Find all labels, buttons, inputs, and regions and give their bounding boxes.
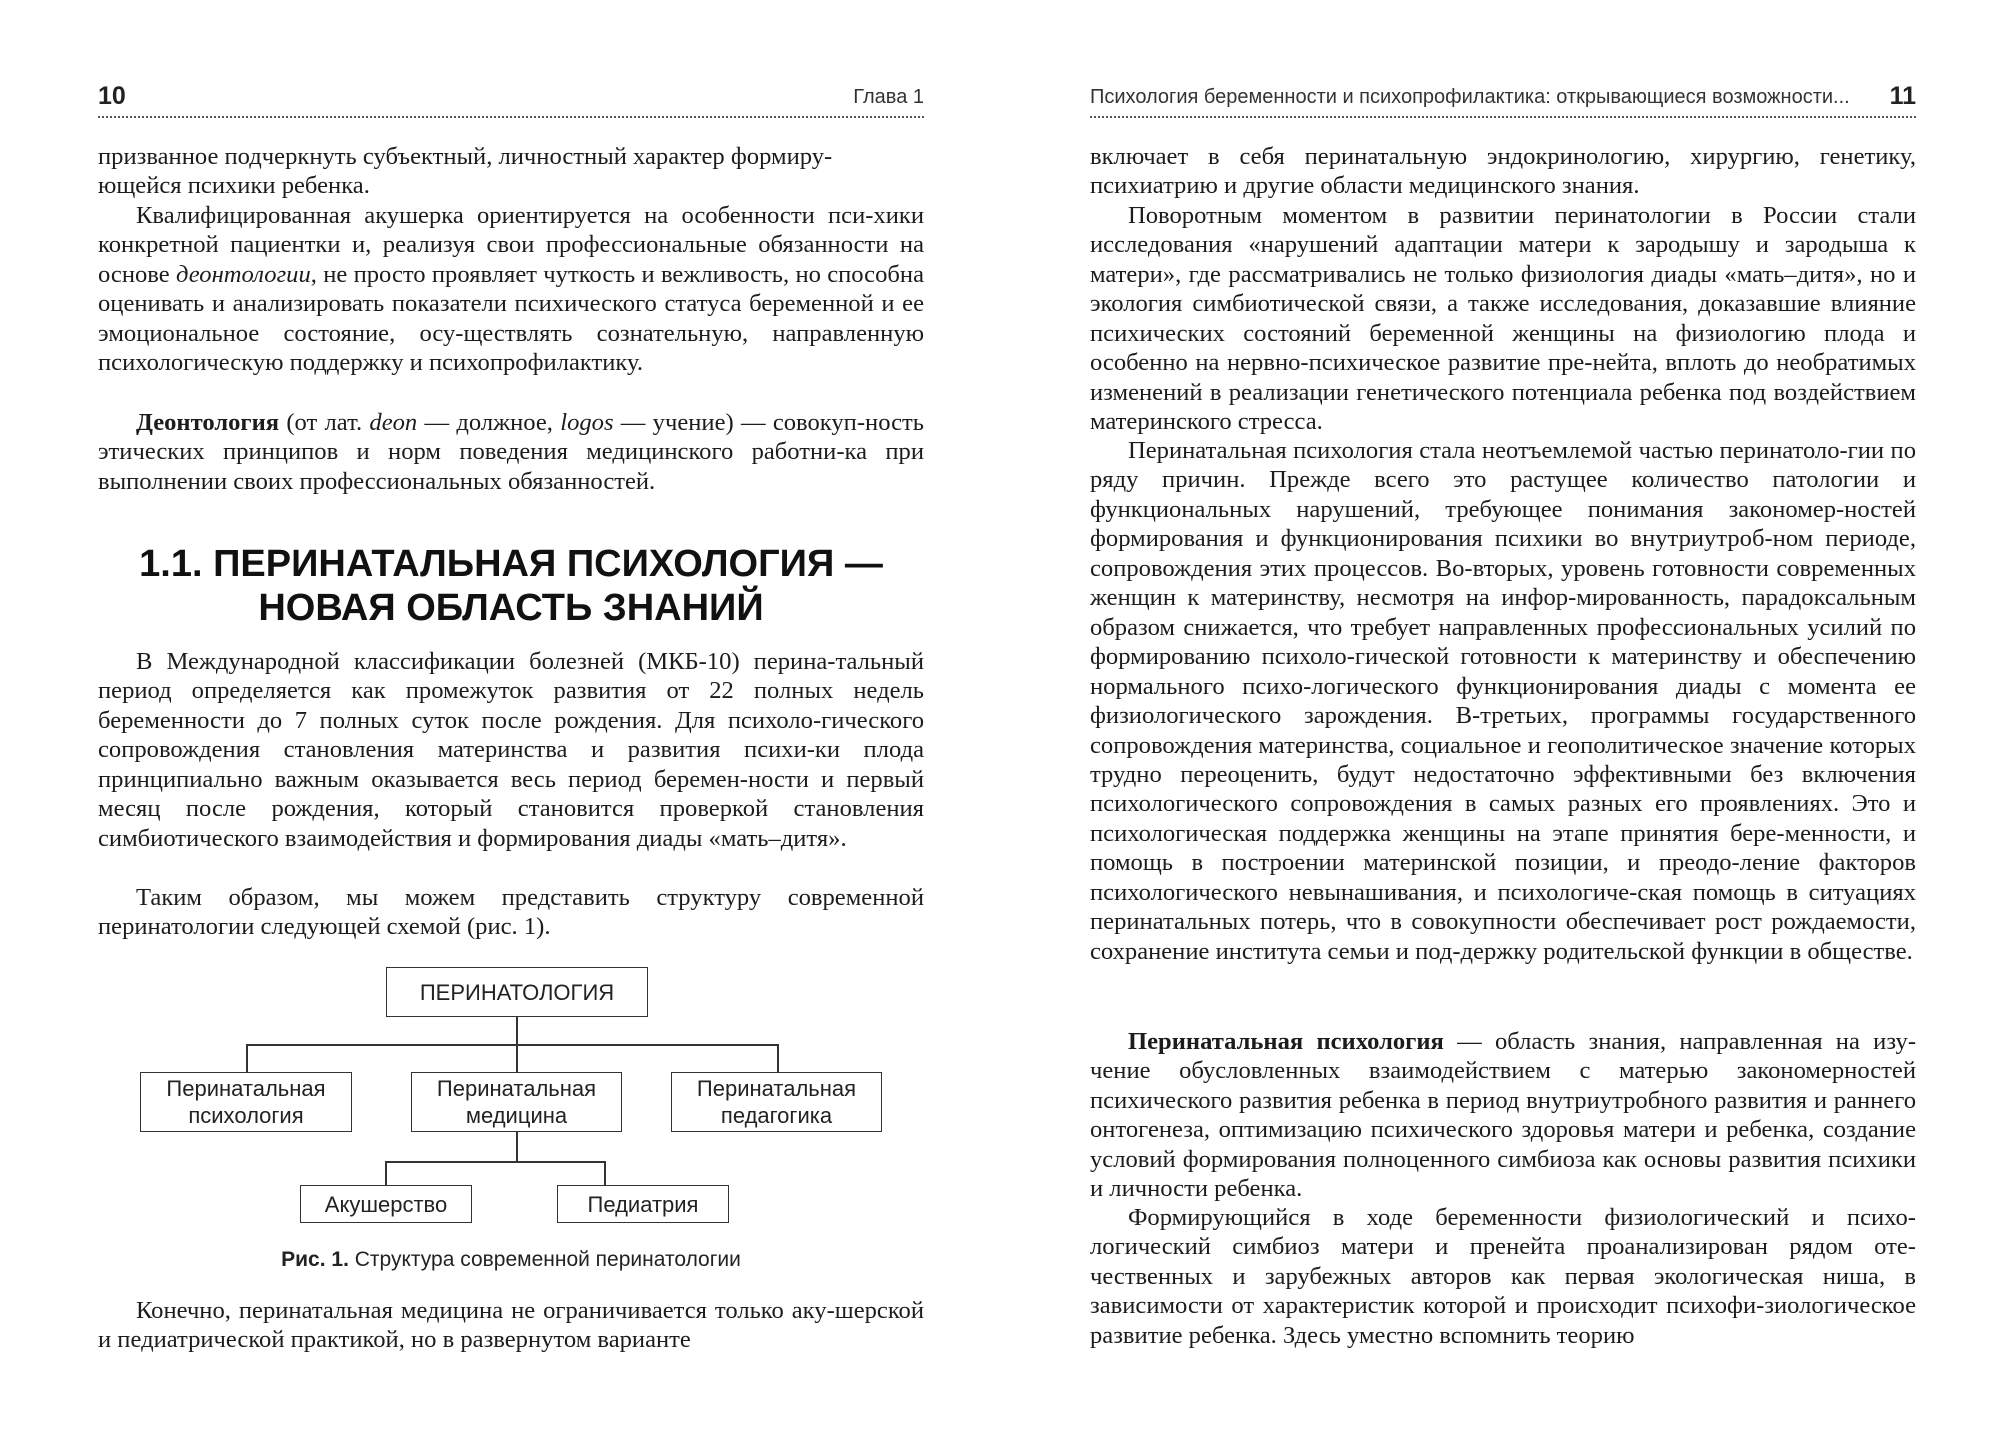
figure-caption xyxy=(98,1248,924,1272)
connector xyxy=(516,1132,518,1162)
box-label: Перинатальная xyxy=(166,1076,326,1101)
connector xyxy=(777,1044,779,1072)
term-deontology: Деонтология xyxy=(136,409,280,436)
diagram-box-medicine xyxy=(411,1072,622,1132)
left-paragraph-last xyxy=(98,1296,924,1355)
paragraph-text: — область знания, направленная на изу-чение обусловленных взаимодействием с матерью закономерностей психического развития ребенка в период внутриутробного развития и раннего онтогенеза, оптимизацию психического здоровья матери и ребенка, создание условий формирования полноценного симбиоза как основы развития психики и личности ребенка. xyxy=(1090,1028,1917,1203)
connector xyxy=(385,1161,605,1163)
figure-label: Рис. 1. xyxy=(281,1248,349,1271)
paragraph-text: — учение) — совокуп-ность этических принципов и норм поведения медицинского работни-ка при выполнении своих профессиональных обязанностей. xyxy=(98,409,924,495)
diagram-box-obstetrics xyxy=(300,1185,472,1223)
right-book-title: Психология беременности и психопрофилактика: открывающиеся возможности... xyxy=(1090,86,1850,108)
term-perinatal-psychology: Перинатальная психология xyxy=(1128,1028,1444,1055)
diagram-box-pediatrics xyxy=(557,1185,729,1223)
right-paragraph-1 xyxy=(1090,142,1916,201)
line: ющейся психики ребенка. xyxy=(98,172,370,200)
left-paragraph-definition xyxy=(98,408,924,496)
box-label: Перинатальная xyxy=(436,1076,597,1101)
diagram-box-pedagogy xyxy=(671,1072,882,1132)
left-page-number: 10 xyxy=(98,82,126,110)
emphasis-latin: deon xyxy=(369,409,418,436)
paragraph-text: включает в себя перинатальную эндокринологию, хирургию, генетику, психиатрию и другие области медицинского знания. xyxy=(1090,143,1916,200)
box-label: Перинатальная xyxy=(696,1076,857,1101)
right-paragraph-2 xyxy=(1090,201,1916,437)
connector xyxy=(246,1044,778,1046)
perinatology-diagram xyxy=(98,960,924,1230)
connector xyxy=(385,1161,387,1185)
paragraph-text: Формирующийся в ходе беременности физиологический и психо-логический симбиоз матери и пренейта проанализирован рядом оте-чественных и зарубежных авторов как первая экологическая ниша, в зависимости от характеристик которой и происходит психофи-зиологическое развитие ребенка. Здесь уместно вспомнить теорию xyxy=(1090,1204,1916,1349)
line: призванное подчеркнуть субъектный, личностный характер формиру- xyxy=(98,143,833,170)
connector xyxy=(604,1161,606,1185)
box-label: педагогика xyxy=(720,1103,833,1128)
paragraph-text: , не просто проявляет чуткость и вежливость, но способна оценивать и анализировать показатели психического статуса беременной и ее эмоциональное состояние, осу-ществлять сознательную, направленную психологическую поддержку и психопрофилактику. xyxy=(98,260,924,377)
emphasis-deontology: деонтологии xyxy=(175,260,311,288)
left-chapter-title: Глава 1 xyxy=(853,86,924,108)
emphasis-latin: logos xyxy=(560,409,614,436)
diagram-root-box xyxy=(386,967,648,1017)
section-heading-line-1: 1.1. ПЕРИНАТАЛЬНАЯ ПСИХОЛОГИЯ — xyxy=(139,543,883,585)
paragraph-text: (от лат. xyxy=(279,409,370,436)
box-label: психология xyxy=(188,1103,304,1128)
connector xyxy=(246,1044,248,1072)
paragraph-text: — должное, xyxy=(417,409,561,436)
paragraph-text: Конечно, перинатальная медицина не ограничивается только аку-шерской и педиатрической практикой, но в развернутом варианте xyxy=(98,1297,924,1354)
paragraph-text: Таким образом, мы можем представить структуру современной перинатологии следующей схемой (рис. 1). xyxy=(98,884,924,941)
left-paragraph-scheme-intro xyxy=(98,883,924,942)
box-label: Акушерство xyxy=(324,1191,448,1217)
right-paragraph-3 xyxy=(1090,436,1916,966)
paragraph-text: Квалифицированная акушерка ориентируется на особенности пси-хики конкретной пациентки и, реализуя свои профессиональные обязанности на основе xyxy=(98,202,924,288)
section-heading xyxy=(98,542,924,630)
right-page-number: 11 xyxy=(1889,82,1916,110)
box-label: медицина xyxy=(465,1103,568,1128)
right-paragraph-last xyxy=(1090,1203,1916,1350)
left-running-head xyxy=(98,82,924,118)
connector xyxy=(516,1017,518,1045)
right-running-head xyxy=(1090,82,1916,118)
diagram-box-psychology xyxy=(140,1072,352,1132)
right-page xyxy=(1000,0,2000,1433)
paragraph-text: Поворотным моментом в развитии перинатологии в России стали исследования «нарушений адаптации матери к зародышу и зародыша к матери», где рассматривались не только физиология диады «мать–дитя», но и экология симбиотической связи, а также исследования, доказавшие влияние психических состояний беременной женщины на физиологию плода и особенно на нервно-психическое развитие пре-нейта, вплоть до необратимых изменений в реализации генетического потенциала ребенка под воздействием материнского стресса. xyxy=(1090,202,1916,436)
left-paragraph-icd xyxy=(98,647,924,853)
left-paragraph-2 xyxy=(98,201,924,378)
box-label: Педиатрия xyxy=(587,1191,699,1217)
left-paragraph-1 xyxy=(98,142,924,201)
figure-caption-text: Структура современной перинатологии xyxy=(348,1248,741,1271)
right-paragraph-definition xyxy=(1090,1027,1916,1204)
connector xyxy=(516,1044,518,1072)
diagram-root-label: ПЕРИНАТОЛОГИЯ xyxy=(419,979,615,1005)
paragraph-text: Перинатальная психология стала неотъемлемой частью перинатоло-гии по ряду причин. Прежде всего это растущее количество патологии и функциональных нарушений, требующее понимания закономер-ностей формирования и функционирования психики во внутриутроб-ном периоде, сопровождения этих процессов. Во-вторых, уровень готовности современных женщин к материнству, несмотря на инфор-мированность, парадоксальным образом снижается, что требует направленных профессиональных усилий по формированию психоло-гической готовности к материнству и обеспечению нормального психо-логического функционирования диады с момента ее физиологического зарождения. В-третьих, программы государственного сопровождения материнства, социальное и геополитическое значение которых трудно переоценить, будут недостаточно эффективными без включения психологического сопровождения в самых разных его проявлениях. Это и психологическая поддержка женщины на этапе принятия бере-менности, и помощь в построении материнской позиции, и преодо-ление факторов психологического невынашивания, и психологиче-ская помощь в ситуациях перинатальных потерь, что в совокупности обеспечивает рост рождаемости, сохранение института семьи и под-держку родительской функции в обществе. xyxy=(1090,437,1916,965)
paragraph-text: В Международной классификации болезней (МКБ-10) перина-тальный период определяется как промежуток развития от 22 полных недель беременности до 7 полных суток после рождения. Для психоло-гического сопровождения становления материнства и развития психи-ки плода принципиально важным оказывается весь период беремен-ности и первый месяц после рождения, который становится проверкой становления симбиотического взаимодействия и формирования диады «мать–дитя». xyxy=(98,648,924,852)
section-heading-line-2: НОВАЯ ОБЛАСТЬ ЗНАНИЙ xyxy=(258,587,764,629)
